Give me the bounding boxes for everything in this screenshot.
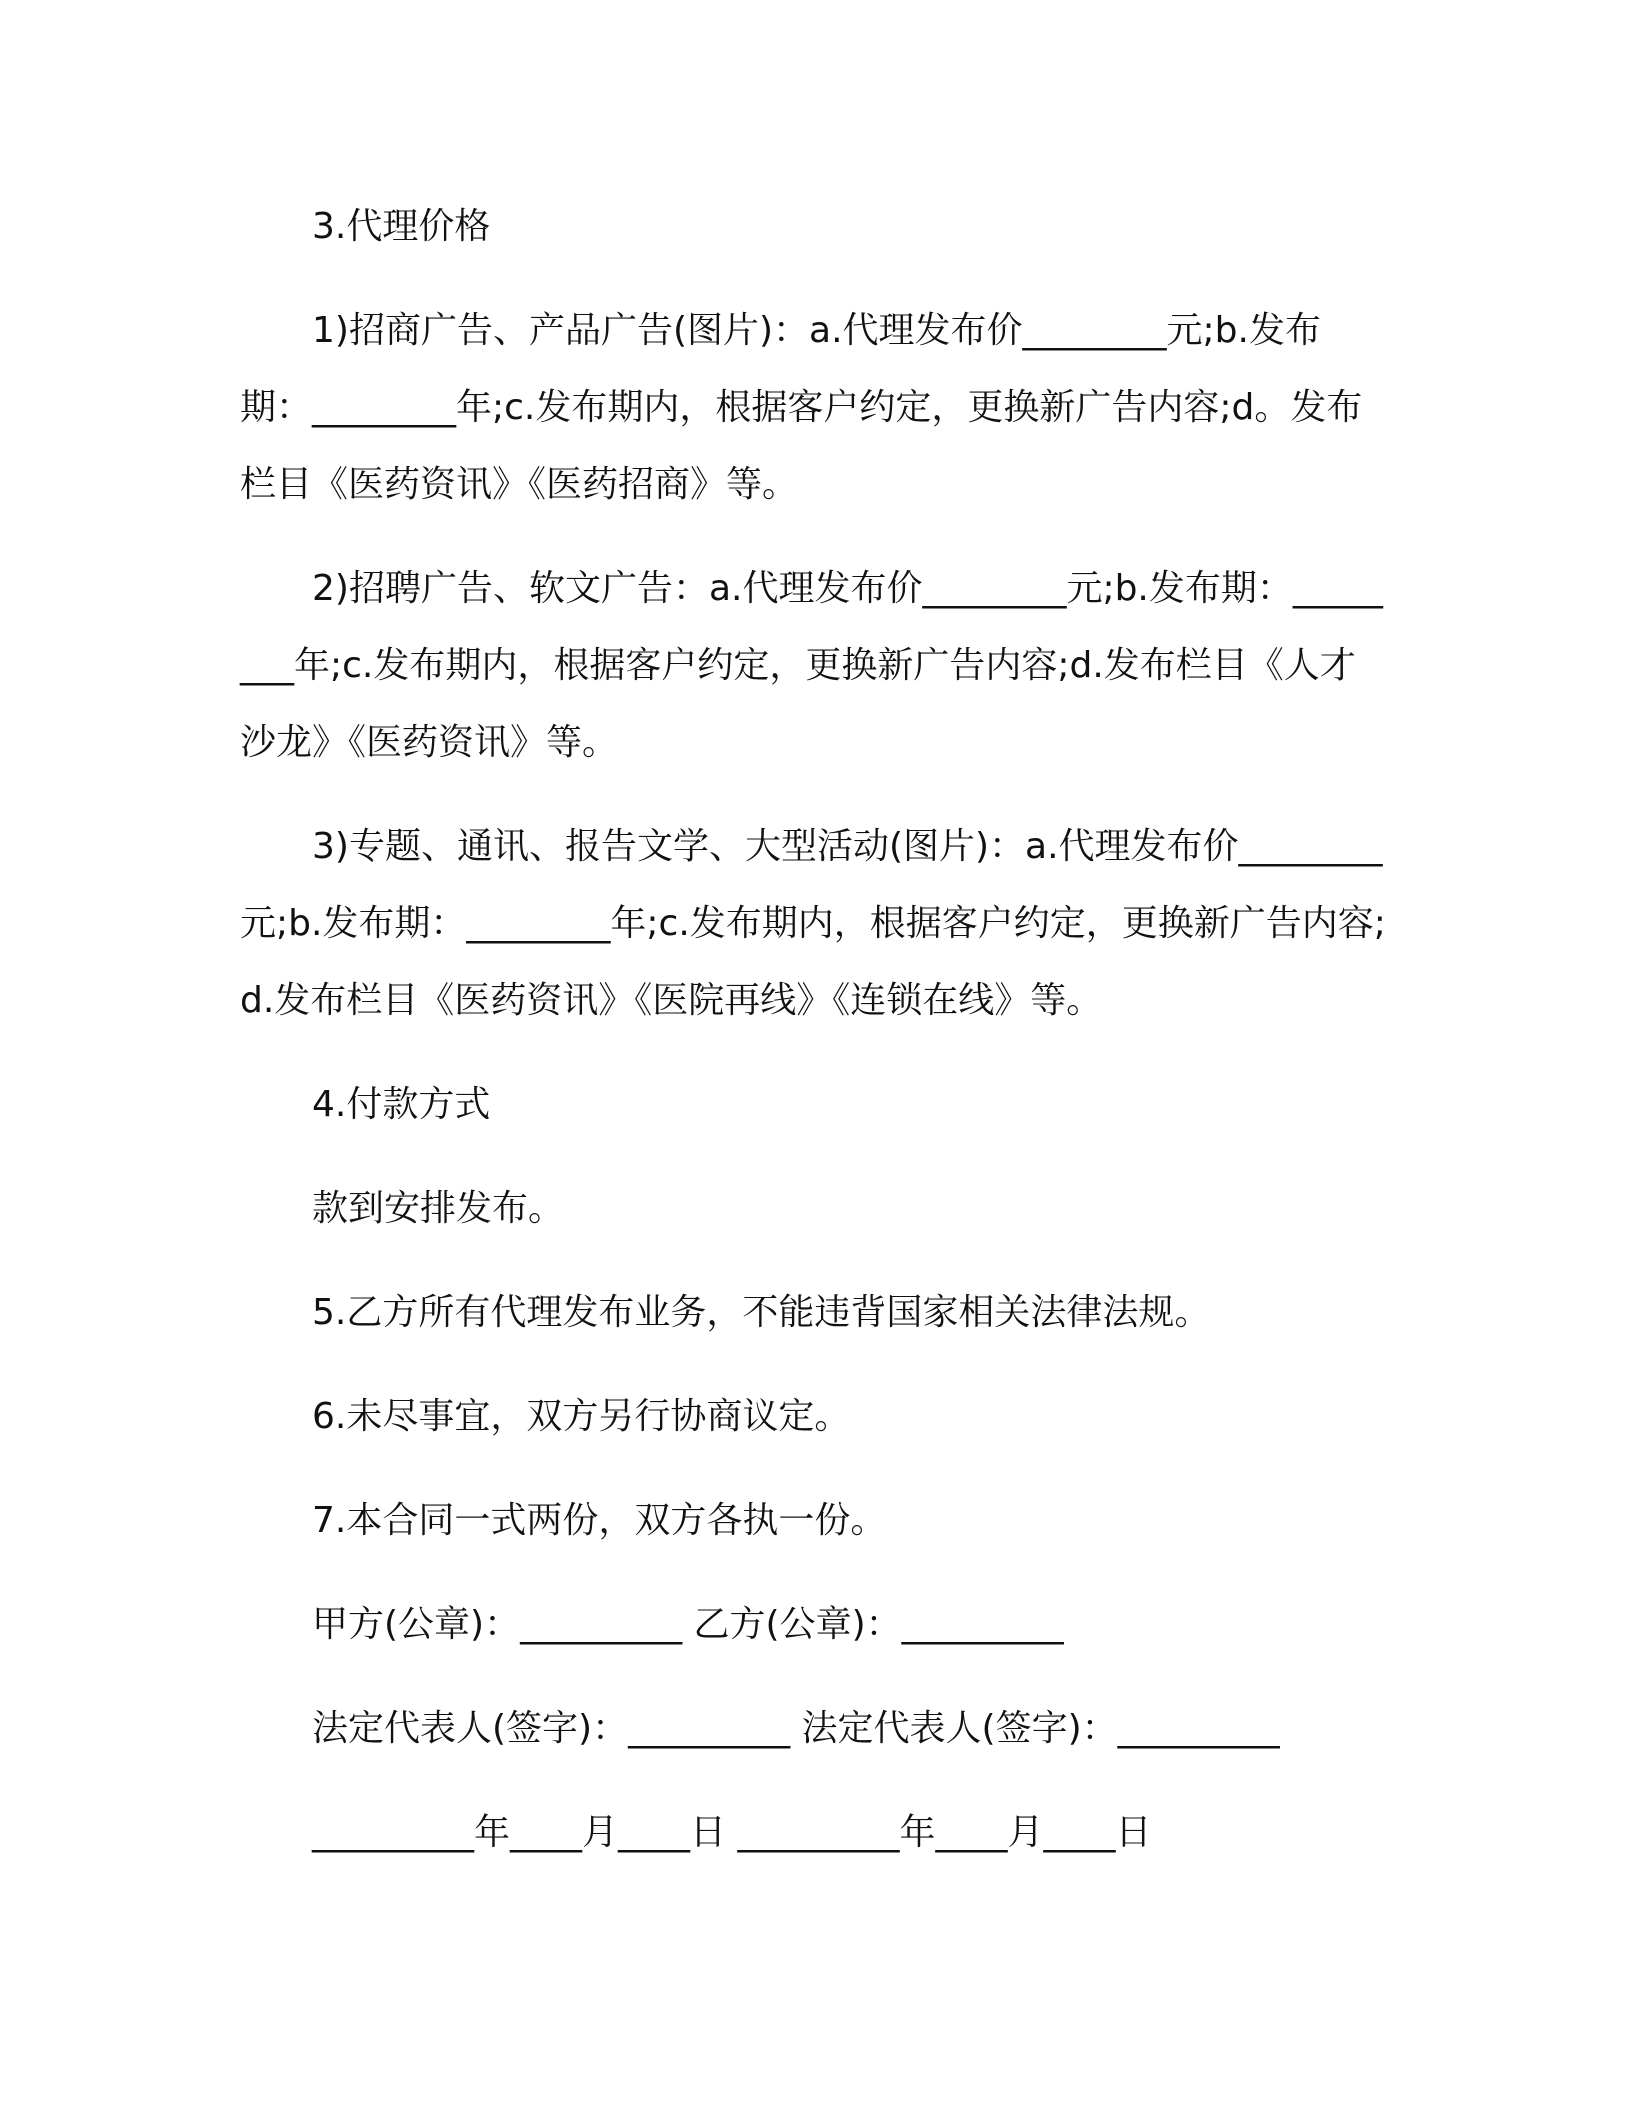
representative-line: 法定代表人(签字)：_________ 法定代表人(签字)：_________	[312, 1708, 1280, 1749]
payment-text: 款到安排发布。	[312, 1188, 565, 1229]
section-price-heading: 3.代理价格	[312, 206, 491, 247]
seal-line: 甲方(公章)：_________ 乙方(公章)：_________	[312, 1604, 1064, 1645]
clause-7: 7.本合同一式两份，双方各执一份。	[312, 1500, 887, 1541]
date-line: _________年____月____日 _________年____月____日	[312, 1812, 1152, 1853]
document-page	[240, 188, 1390, 1898]
price-item-3: 3)专题、通讯、报告文学、大型活动(图片)：a.代理发布价________元;b.发布期：________年;c.发布期内，根据客户约定，更换新广告内容;d.发布栏目《医药资讯》《医院再线》《连锁在线》等。	[240, 826, 1386, 1021]
price-item-2: 2)招聘广告、软文广告：a.代理发布价________元;b.发布期：________年;c.发布期内，根据客户约定，更换新广告内容;d.发布栏目《人才沙龙》《医药资讯》等。	[240, 568, 1383, 763]
price-item-1: 1)招商广告、产品广告(图片)：a.代理发布价________元;b.发布期：________年;c.发布期内，根据客户约定，更换新广告内容;d。发布栏目《医药资讯》《医药招商》等。	[240, 310, 1363, 505]
section-payment-heading: 4.付款方式	[312, 1084, 491, 1125]
clause-5: 5.乙方所有代理发布业务，不能违背国家相关法律法规。	[312, 1292, 1211, 1333]
clause-6: 6.未尽事宜，双方另行协商议定。	[312, 1396, 851, 1437]
